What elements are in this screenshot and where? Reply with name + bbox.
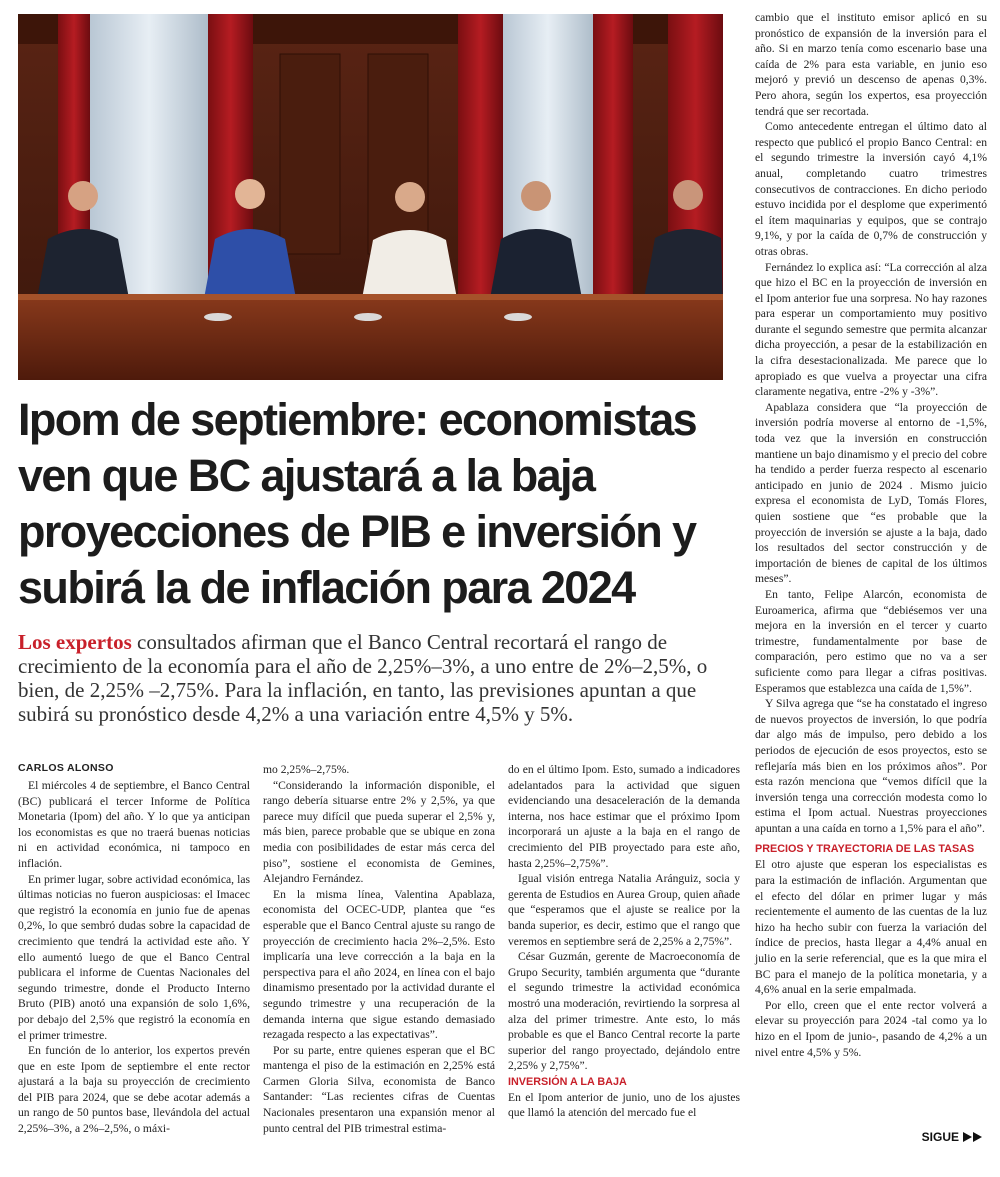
paragraph: En la misma línea, Valentina Apablaza, economista del OCEC-UDP, plantea que “es esperable que el Banco Central ajuste su rango de proyección de crecimiento hacia 2%–2,5%. Esto implicaría una leve corrección a la baja en la perspectiva para el año 2024, en línea con el bajo dinamismo presentado por la actividad durante el segundo trimestre y una recuperación de la demanda interna que sigue estando demasiado rezagada respecto a las expectativas”.	[263, 887, 495, 1042]
paragraph: Igual visión entrega Natalia Aránguiz, socia y gerenta de Estudios en Aurea Group, quien añade que “esperamos que el ajuste se realice por la banda superior, es decir, estimo que el rango que veremos en septiembre será de 2,25% a 2,75%”.	[508, 872, 740, 948]
paragraph: Fernández lo explica así: “La corrección al alza que hizo el BC en la proyección de inversión en el Ipom anterior fue una sorpresa. No hay razones para esperar un comportamiento muy positivo durante el segundo semestre que permita alcanzar dicha proyección, a pesar de la estabilización en la cifra desestacionalizada. Me parece que lo apropiado es que vuelva a proyectar una cifra claramente negativa, entre -2% y -3%”.	[755, 260, 987, 399]
lead-body: consultados afirman que el Banco Central recortará el rango de crecimiento de la economía para el año de 2,25%–3%, a uno entre de 2%–2,5%, o bien, de 2,25% –2,75%. Para la inflación, en tanto, las previsiones apuntan a que subirá su pronóstico desde 4,2% a una variación entre 4,5% y 5%.	[18, 630, 708, 726]
article-headline: Ipom de septiembre: economistas ven que BC ajustará a la baja proyecciones de PIB e inversión y subirá la de inflación para 2024	[18, 394, 697, 613]
paragraph: cambio que el instituto emisor aplicó en su pronóstico de expansión de la inversión para el año. Si en marzo tenía como escenario base una caída de 2% para esta variable, en junio eso mejoró y previó un descenso de apenas 0,3%. Pero ahora, según los expertos, esa proyección tendrá que ser recortada.	[755, 11, 987, 118]
paragraph: Y Silva agrega que “se ha constatado el ingreso de nuevos proyectos de inversión, lo que podría dar algo más de impulso, pero debido a los periodos de ejecución de esos proyectos, esto se reflejaría más bien en los próximos años”. Por esta razón menciona que “vemos difícil que la inversión tenga una corrección modesta como lo estima el Ipom actual. Nuestras proyecciones apuntan a una caída en torno a 1,5% para el año”.	[755, 697, 987, 835]
lead-kicker: Los expertos	[18, 630, 132, 654]
paragraph: César Guzmán, gerente de Macroeconomía de Grupo Security, también argumenta que “durante el segundo trimestre la actividad económica mostró una moderación, revirtiendo la sorpresa al alza del primer trimestre. Ante esto, lo más probable es que el Banco Central recorte la parte superior del rango proyectado, dejándolo entre 2,25% y 2,75%”.	[508, 950, 740, 1073]
continue-label: SIGUE	[921, 1130, 959, 1144]
paragraph: En el Ipom anterior de junio, uno de los ajustes que llamó la atención del mercado fue el	[508, 1090, 740, 1120]
paragraph: Por su parte, entre quienes esperan que el BC mantenga el piso de la estimación en 2,25% está Carmen Gloria Silva, economista de Banco Santander: “Las recientes cifras de Cuentas Nacionales presentaron una expansión menor al punto central del PIB trimestral estima-	[263, 1043, 495, 1135]
subhead-inversion: INVERSIÓN A LA BAJA	[508, 1075, 627, 1088]
article-photo	[18, 14, 723, 380]
article-column-2	[263, 762, 495, 1136]
article-column-4	[755, 10, 987, 1060]
paragraph: mo 2,25%–2,75%.	[263, 763, 350, 776]
article-lead	[18, 630, 733, 726]
double-triangle-right-icon	[963, 1132, 983, 1142]
subhead-precios: PRECIOS Y TRAYECTORIA DE LAS TASAS	[755, 843, 975, 856]
paragraph: En función de lo anterior, los expertos prevén que en este Ipom de septiembre el ente rector ajustará a la baja su proyección de crecimiento del PIB para 2024, que se debe acotar además a un rango de 50 puntos base, llevándola del actual 2,25%–3%, a 2%–2,5%, o máxi-	[18, 1044, 250, 1136]
paragraph: Apablaza considera que “la proyección de inversión podría moverse al entorno de -1,5%, toda vez que la inversión en construcción mantiene un bajo dinamismo y el precio del cobre ha tendido a perder fuerza respecto al escenario anticipado en junio de 2024 . Mismo juicio expresa el economista de LyD, Tomás Flores, quien sostiene que “es probable que la proyección de inversión se ajuste a la baja, dado los resultados del sector construcción y de importación de bienes de capital de los últimos meses”.	[755, 400, 987, 586]
paragraph: El miércoles 4 de septiembre, el Banco Central (BC) publicará el tercer Informe de Política Monetaria (Ipom) del año. Y lo que ya anticipan los economistas es que no traerá buenas noticias ni en actividad económica, ni tampoco en inflación.	[18, 779, 250, 870]
paragraph: El otro ajuste que esperan los especialistas es para la estimación de inflación. Argumentan que el efecto del dólar en primer lugar y más recientemente el aumento de las cuentas de la luz hizo ha hecho subir con fuerza la variación del índice de precios, hasta llegar a 4,4% anual en julio en la serie referencial, que es la que mira el BC para el manejo de la política monetaria, y a 4,6% anual en la serie empalmada.	[755, 858, 987, 997]
article-column-1	[18, 762, 250, 1137]
paragraph: En primer lugar, sobre actividad económica, las últimas noticias no fueron auspiciosas: el Imacec que registró la economía en junio fue de apenas 0,2%, lo que sembró dudas sobre la capacidad de crecimiento que tendrá la actividad este año. Y ello aumentó luego de que el Banco Central publicara el informe de Cuentas Nacionales del segundo trimestre, donde el Producto Interno Bruto (PIB) anotó una expansión de solo 1,6%, por debajo del 2,5% que registró la economía en el primer trimestre.	[18, 872, 250, 1042]
paragraph: do en el último Ipom. Esto, sumado a indicadores adelantados para la actividad que siguen evidenciando una desaceleración de la demanda interna, nos hace estimar que el próximo Ipom incorporará un ajuste a la baja en el rango de crecimiento del PIB proyectado para este año, hasta 2,25%–2,75%”.	[508, 763, 740, 870]
continue-marker[interactable]	[922, 1130, 983, 1144]
paragraph: En tanto, Felipe Alarcón, economista de Euroamerica, afirma que “debiésemos ver una mejora en la inversión en el tercer y cuarto trimestre, fundamentalmente por base de comparación, pero estimo que no va a ser suficiente como para llegar a cifras positivas. Esperamos que establezca una caída de 1,5%”.	[755, 587, 987, 695]
paragraph: Como antecedente entregan el último dato al respecto que publicó el propio Banco Central: en el segundo trimestre la inversión cayó 4,1% anual, completando cuatro trimestres consecutivos de contracciones. En dicho periodo estuvo incidida por el desplome que experimentó el ítem maquinarias y equipos, que se contrajo 9,1%, y por la caída de 0,7% de construcción y otras obras.	[755, 120, 987, 258]
article-column-3	[508, 762, 740, 1121]
paragraph: “Considerando la información disponible, el rango debería situarse entre 2% y 2,5%, ya que parece muy difícil que pueda superar el 2,5% y, más bien, parece probable que se ubique en zona media con posibilidades de estar más cerca del piso”, sostiene el economista de Gemines, Alejandro Fernández.	[263, 778, 495, 886]
byline: CARLOS ALONSO	[18, 762, 114, 774]
paragraph: Por ello, creen que el ente rector volverá a elevar su proyección para 2024 -tal como ya lo hizo en el Ipom de junio-, pasando de 4,2% a un nivel entre 4,5% y 5%.	[755, 998, 987, 1059]
